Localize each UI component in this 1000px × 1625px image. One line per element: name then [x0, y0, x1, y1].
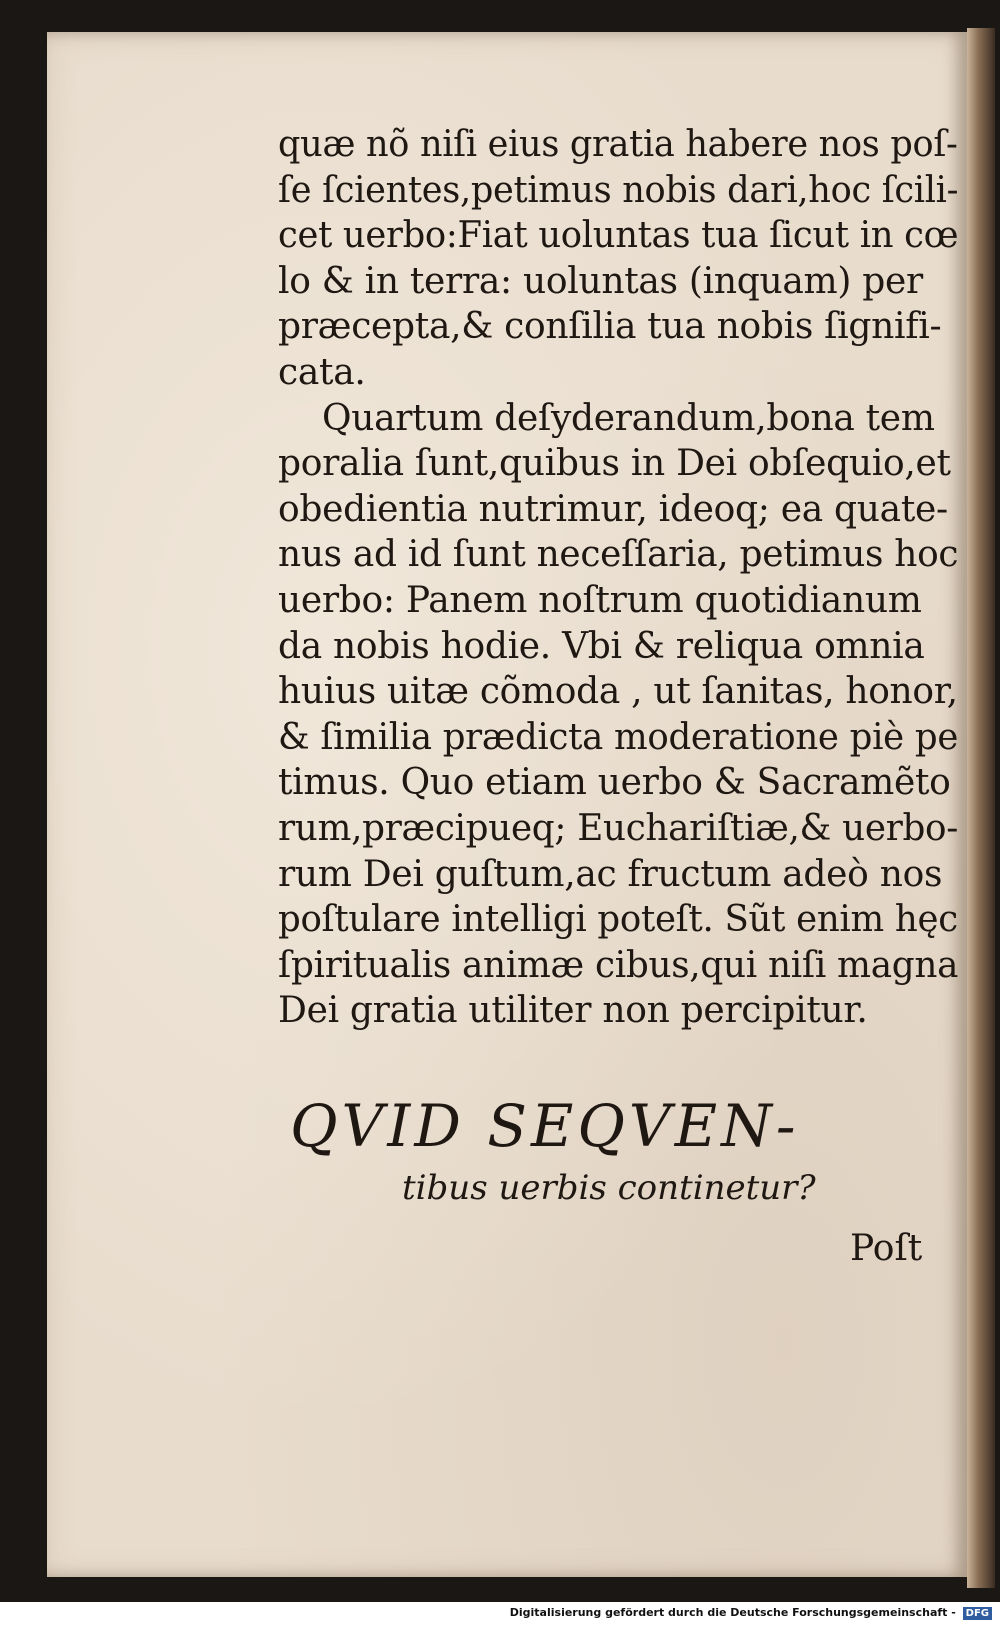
dfg-logo: DFG	[963, 1607, 992, 1620]
text-line: rum,præcipueq; Euchariſtiæ,& uerbo-	[278, 807, 959, 849]
body-text	[278, 122, 958, 1034]
text-line: Quartum deſyderandum,bona tem	[322, 397, 935, 439]
catchword: Poſt	[850, 1228, 923, 1269]
text-line: ſpiritualis animæ cibus,qui niſi magna	[278, 944, 959, 986]
text-line: rum Dei guſtum,ac fructum adeò nos	[278, 853, 943, 895]
section-subheading: tibus uerbis continetur?	[402, 1168, 816, 1208]
text-line: cet uerbo:Fiat uoluntas tua ſicut in cœ	[278, 215, 959, 257]
text-line: obedientia nutrimur, ideoq; ea quate-	[278, 488, 948, 530]
text-line: timus. Quo etiam uerbo & Sacramẽto	[278, 762, 951, 804]
text-line: huius uitæ cõmoda , ut ſanitas, honor,	[278, 671, 958, 713]
text-line: uerbo: Panem noſtrum quotidianum	[278, 579, 922, 621]
text-line: præcepta,& conſilia tua nobis ſignifi-	[278, 306, 942, 348]
text-line: quæ nõ niſi eius gratia habere nos poſ-	[278, 124, 958, 165]
text-line: nus ad id ſunt neceſſaria, petimus hoc	[278, 534, 959, 576]
section-heading: QVID SEQVEN-	[290, 1092, 800, 1160]
text-line: & ſimilia prædicta moderatione piè pe	[278, 716, 959, 758]
text-line: Dei gratia utiliter non percipitur.	[278, 990, 868, 1032]
text-line: lo & in terra: uoluntas (inquam) per	[278, 260, 923, 302]
text-line: poſtulare intelligi poteſt. Sũt enim hęc	[278, 899, 958, 941]
text-line: da nobis hodie. Vbi & reliqua omnia	[278, 625, 925, 667]
text-line: ſe ſcientes,petimus nobis dari,hoc ſcili-	[278, 169, 959, 211]
text-line: cata.	[278, 351, 366, 393]
footer-text: Digitalisierung gefördert durch die Deutsche Forschungsgemeinschaft -	[509, 1606, 956, 1619]
digitization-footer	[510, 1606, 992, 1620]
text-line: poralia ſunt,quibus in Dei obſequio,et	[278, 443, 951, 485]
page-edge	[967, 28, 995, 1588]
